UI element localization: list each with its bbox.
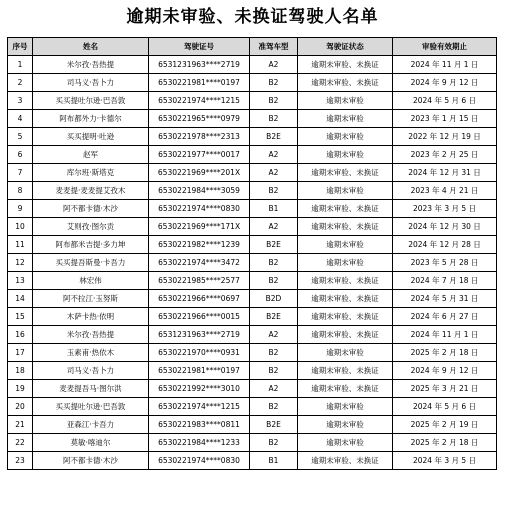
cell-license-number: 6530221974****0830	[149, 200, 250, 218]
cell-name: 艾则孜·图尔贡	[33, 218, 149, 236]
header-license-number: 驾驶证号	[149, 38, 250, 56]
cell-index: 7	[8, 164, 33, 182]
cell-vehicle-class: B2E	[250, 128, 298, 146]
header-vehicle-class: 准驾车型	[250, 38, 298, 56]
cell-expiry-date: 2024 年 9 月 12 日	[393, 74, 497, 92]
cell-license-number: 6530221992****3010	[149, 380, 250, 398]
cell-license-number: 6530221982****1239	[149, 236, 250, 254]
cell-license-number: 6530221974****1215	[149, 398, 250, 416]
cell-vehicle-class: A2	[250, 164, 298, 182]
cell-vehicle-class: B2	[250, 398, 298, 416]
cell-license-status: 逾期未审验、未换证	[298, 326, 393, 344]
cell-name: 司马义·吾卜力	[33, 362, 149, 380]
cell-index: 4	[8, 110, 33, 128]
cell-name: 米尔孜·吾热提	[33, 56, 149, 74]
cell-index: 12	[8, 254, 33, 272]
driver-roster-table	[7, 37, 497, 470]
cell-index: 22	[8, 434, 33, 452]
cell-vehicle-class: A2	[250, 326, 298, 344]
cell-license-number: 6531231963****2719	[149, 326, 250, 344]
cell-vehicle-class: A2	[250, 56, 298, 74]
cell-index: 19	[8, 380, 33, 398]
header-license-status: 驾驶证状态	[298, 38, 393, 56]
table-row	[8, 290, 497, 308]
cell-license-number: 6530221969****201X	[149, 164, 250, 182]
cell-license-number: 6530221966****0015	[149, 308, 250, 326]
cell-vehicle-class: B2D	[250, 290, 298, 308]
table-row	[8, 128, 497, 146]
table-row	[8, 452, 497, 470]
table-row	[8, 92, 497, 110]
table-row	[8, 416, 497, 434]
table-row	[8, 236, 497, 254]
cell-expiry-date: 2024 年 12 月 28 日	[393, 236, 497, 254]
cell-name: 莫敏·喀迪尔	[33, 434, 149, 452]
cell-expiry-date: 2024 年 7 月 18 日	[393, 272, 497, 290]
cell-vehicle-class: A2	[250, 218, 298, 236]
cell-license-status: 逾期未审验	[298, 416, 393, 434]
cell-vehicle-class: B1	[250, 200, 298, 218]
cell-license-number: 6530221966****0697	[149, 290, 250, 308]
table-header-row	[8, 38, 497, 56]
cell-vehicle-class: B2	[250, 92, 298, 110]
cell-vehicle-class: A2	[250, 380, 298, 398]
cell-expiry-date: 2024 年 5 月 6 日	[393, 92, 497, 110]
cell-license-status: 逾期未审验、未换证	[298, 452, 393, 470]
cell-license-number: 6530221985****2577	[149, 272, 250, 290]
table-row	[8, 218, 497, 236]
cell-index: 6	[8, 146, 33, 164]
cell-vehicle-class: B2E	[250, 236, 298, 254]
table-row	[8, 362, 497, 380]
cell-name: 亚森江·卡吾力	[33, 416, 149, 434]
cell-license-number: 6530221981****0197	[149, 362, 250, 380]
cell-expiry-date: 2024 年 9 月 12 日	[393, 362, 497, 380]
cell-vehicle-class: B2	[250, 74, 298, 92]
cell-license-status: 逾期未审验、未换证	[298, 218, 393, 236]
cell-vehicle-class: B2	[250, 254, 298, 272]
cell-vehicle-class: B2	[250, 344, 298, 362]
cell-vehicle-class: B2	[250, 182, 298, 200]
cell-license-status: 逾期未审验	[298, 236, 393, 254]
cell-license-status: 逾期未审验、未换证	[298, 56, 393, 74]
cell-name: 林宏伟	[33, 272, 149, 290]
cell-index: 9	[8, 200, 33, 218]
table-row	[8, 56, 497, 74]
table-row	[8, 110, 497, 128]
cell-name: 玉素甫·热依木	[33, 344, 149, 362]
cell-name: 麦麦提吾马·图尔洪	[33, 380, 149, 398]
cell-expiry-date: 2024 年 3 月 5 日	[393, 452, 497, 470]
cell-license-status: 逾期未审验、未换证	[298, 272, 393, 290]
cell-name: 阿不都卡德·木沙	[33, 452, 149, 470]
table-row	[8, 344, 497, 362]
cell-index: 16	[8, 326, 33, 344]
cell-license-status: 逾期未审验	[298, 146, 393, 164]
cell-name: 米尔孜·吾热提	[33, 326, 149, 344]
cell-expiry-date: 2023 年 4 月 21 日	[393, 182, 497, 200]
page-title: 逾期未审验、未换证驾驶人名单	[126, 7, 379, 27]
cell-license-status: 逾期未审验	[298, 344, 393, 362]
header-expiry-date: 审验有效期止	[393, 38, 497, 56]
cell-name: 买买提吐尔逊·巴吾敦	[33, 92, 149, 110]
cell-expiry-date: 2024 年 11 月 1 日	[393, 56, 497, 74]
cell-license-number: 6530221984****1233	[149, 434, 250, 452]
cell-vehicle-class: B2	[250, 362, 298, 380]
cell-index: 14	[8, 290, 33, 308]
cell-vehicle-class: B2	[250, 434, 298, 452]
table-row	[8, 164, 497, 182]
cell-name: 买买提吾斯曼·卡吾力	[33, 254, 149, 272]
cell-index: 5	[8, 128, 33, 146]
cell-license-status: 逾期未审验	[298, 92, 393, 110]
cell-license-status: 逾期未审验	[298, 182, 393, 200]
cell-license-status: 逾期未审验	[298, 254, 393, 272]
cell-vehicle-class: B2E	[250, 308, 298, 326]
cell-name: 库尔班·斯塔克	[33, 164, 149, 182]
cell-license-number: 6530221977****0017	[149, 146, 250, 164]
cell-vehicle-class: B1	[250, 452, 298, 470]
cell-expiry-date: 2023 年 1 月 15 日	[393, 110, 497, 128]
table-row	[8, 200, 497, 218]
cell-license-status: 逾期未审验	[298, 434, 393, 452]
table-row	[8, 182, 497, 200]
cell-license-status: 逾期未审验、未换证	[298, 200, 393, 218]
header-index: 序号	[8, 38, 33, 56]
cell-expiry-date: 2024 年 5 月 6 日	[393, 398, 497, 416]
cell-license-status: 逾期未审验	[298, 398, 393, 416]
cell-expiry-date: 2024 年 6 月 27 日	[393, 308, 497, 326]
cell-expiry-date: 2024 年 11 月 1 日	[393, 326, 497, 344]
cell-license-number: 6530221983****0811	[149, 416, 250, 434]
cell-license-number: 6531231963****2719	[149, 56, 250, 74]
cell-license-number: 6530221981****0197	[149, 74, 250, 92]
cell-expiry-date: 2024 年 5 月 31 日	[393, 290, 497, 308]
table-body	[8, 56, 497, 470]
cell-license-status: 逾期未审验	[298, 128, 393, 146]
cell-index: 3	[8, 92, 33, 110]
cell-vehicle-class: B2E	[250, 416, 298, 434]
cell-index: 10	[8, 218, 33, 236]
cell-index: 20	[8, 398, 33, 416]
cell-name: 阿不都卡德·木沙	[33, 200, 149, 218]
table-row	[8, 380, 497, 398]
cell-vehicle-class: B2	[250, 272, 298, 290]
cell-index: 2	[8, 74, 33, 92]
cell-license-number: 6530221978****2313	[149, 128, 250, 146]
cell-name: 阿不拉江·玉努斯	[33, 290, 149, 308]
cell-license-status: 逾期未审验、未换证	[298, 380, 393, 398]
cell-index: 8	[8, 182, 33, 200]
cell-name: 买买提吐尔逊·巴吾敦	[33, 398, 149, 416]
cell-license-number: 6530221970****0931	[149, 344, 250, 362]
cell-expiry-date: 2025 年 3 月 21 日	[393, 380, 497, 398]
cell-license-status: 逾期未审验、未换证	[298, 290, 393, 308]
cell-name: 阿布都米吉提·多力坤	[33, 236, 149, 254]
cell-license-status: 逾期未审验、未换证	[298, 164, 393, 182]
cell-license-number: 6530221969****171X	[149, 218, 250, 236]
cell-index: 13	[8, 272, 33, 290]
cell-index: 11	[8, 236, 33, 254]
cell-license-number: 6530221974****3472	[149, 254, 250, 272]
table-row	[8, 254, 497, 272]
table-row	[8, 308, 497, 326]
cell-license-number: 6530221974****1215	[149, 92, 250, 110]
cell-name: 赵军	[33, 146, 149, 164]
table-row	[8, 146, 497, 164]
cell-expiry-date: 2025 年 2 月 19 日	[393, 416, 497, 434]
cell-license-status: 逾期未审验、未换证	[298, 74, 393, 92]
cell-expiry-date: 2023 年 5 月 28 日	[393, 254, 497, 272]
cell-expiry-date: 2025 年 2 月 18 日	[393, 344, 497, 362]
cell-expiry-date: 2023 年 3 月 5 日	[393, 200, 497, 218]
cell-vehicle-class: B2	[250, 110, 298, 128]
cell-index: 15	[8, 308, 33, 326]
cell-index: 1	[8, 56, 33, 74]
cell-expiry-date: 2022 年 12 月 19 日	[393, 128, 497, 146]
cell-name: 阿布都外力·卡德尔	[33, 110, 149, 128]
cell-index: 21	[8, 416, 33, 434]
header-name: 姓名	[33, 38, 149, 56]
table-row	[8, 74, 497, 92]
cell-license-status: 逾期未审验	[298, 110, 393, 128]
table-row	[8, 434, 497, 452]
cell-name: 买买提明·吐逊	[33, 128, 149, 146]
cell-index: 17	[8, 344, 33, 362]
cell-license-number: 6530221984****3059	[149, 182, 250, 200]
cell-license-status: 逾期未审验、未换证	[298, 362, 393, 380]
table-row	[8, 326, 497, 344]
cell-name: 司马义·吾卜力	[33, 74, 149, 92]
cell-index: 18	[8, 362, 33, 380]
cell-expiry-date: 2024 年 12 月 31 日	[393, 164, 497, 182]
cell-name: 麦麦提·麦麦提艾孜木	[33, 182, 149, 200]
cell-license-number: 6530221974****0830	[149, 452, 250, 470]
cell-license-status: 逾期未审验、未换证	[298, 308, 393, 326]
cell-vehicle-class: A2	[250, 146, 298, 164]
cell-expiry-date: 2025 年 2 月 18 日	[393, 434, 497, 452]
cell-license-number: 6530221965****0979	[149, 110, 250, 128]
table-row	[8, 272, 497, 290]
cell-expiry-date: 2024 年 12 月 30 日	[393, 218, 497, 236]
cell-expiry-date: 2023 年 2 月 25 日	[393, 146, 497, 164]
table-row	[8, 398, 497, 416]
cell-name: 木萨卡热·依明	[33, 308, 149, 326]
cell-index: 23	[8, 452, 33, 470]
